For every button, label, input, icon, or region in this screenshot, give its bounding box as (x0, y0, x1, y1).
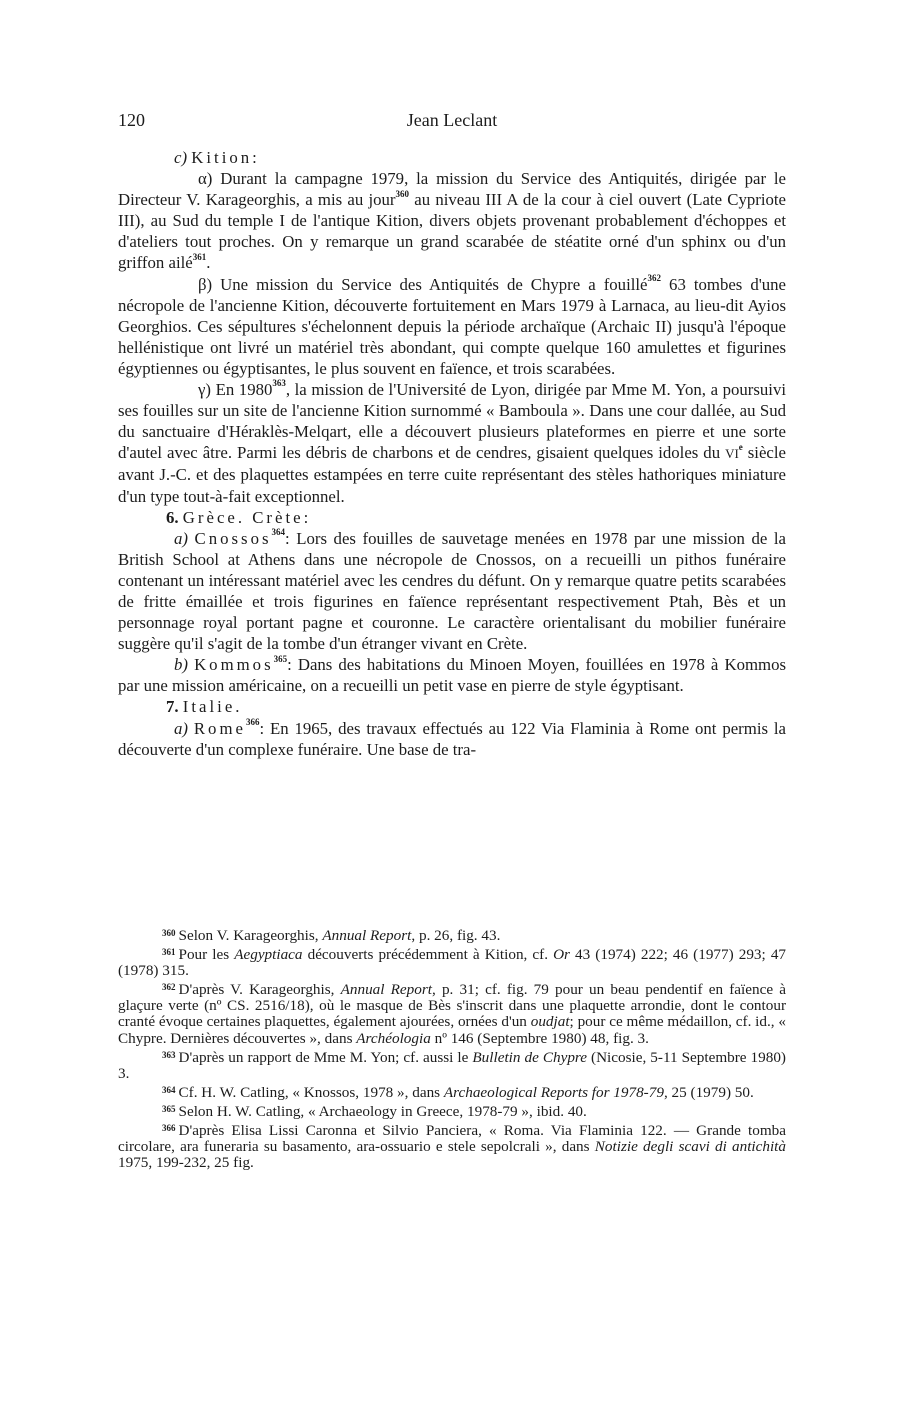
main-text (118, 147, 786, 760)
footnote-361: $^{361}$ Pour les Aegyptiaca découverts précédemment à Kition, cf. Or 43 (1974) 222; 46 (1977) 293; 47 (1978) 315. (118, 946, 787, 980)
footnote-366: $^{366}$ D'après Elisa Lissi Caronna et Silvio Panciera, « Roma. Via Flaminia 122. — Grande tomba circolare, ara funeraria su basamento, ara-ossuario e stele sepolcrali », dans Notizie degli scavi di antichità 1975, 199-232, 25 fig. (118, 1122, 786, 1172)
section-label: Italie (182, 697, 236, 717)
paragraph-kition-alpha: α) Durant la campagne 1979, la mission du Service des Antiquités, dirigée par le Directeur V. Karageorghis, a mis au jour$^{360}$ au niveau III A de la cour à ciel ouvert (Late Cypriote III), au Sud du temple I de l'antique Kition, divers objets provenant probablement d'échoppes et d'ateliers tout proches. On y remarque un grand scarabée de stéatite orné d'un sphinx ou d'un griffon ailé$^{361}$. (118, 169, 787, 273)
section-heading-kition: c) Kition: (174, 148, 257, 167)
footnote-ref: 365 (273, 653, 288, 664)
footnote-363: $^{363}$ D'après un rapport de Mme M. Yon; cf. aussi le Bulletin de Chypre (Nicosie, 5-11 Septembre 1980) 3. (118, 1048, 786, 1082)
page-number: 120 (118, 110, 145, 130)
paragraph-rome: a) Rome$^{366}$: En 1965, des travaux effectués au 122 Via Flaminia à Rome ont permis la découverte d'un complexe funéraire. Une base de tra- (118, 716, 786, 759)
footnote-ref: 361 (192, 251, 207, 262)
paragraph-kommos: b) Kommos$^{365}$: Dans des habitations du Minoen Moyen, fouillées en 1978 à Kommos par une mission américaine, on a recueilli un petit vase en pierre de style égyptisant. (118, 653, 786, 696)
section-label: Grèce. Crète (182, 507, 304, 527)
running-title: Jean Leclant (406, 110, 498, 130)
section-label: Rome (193, 718, 246, 738)
footnote-364: $^{364}$ Cf. H. W. Catling, « Knossos, 1978 », dans Archaeological Reports for 1978-79, 25 (1979) 50. (162, 1083, 754, 1101)
section-label: Kommos (194, 655, 274, 675)
section-heading-grece: 6. Grèce. Crète: (166, 507, 309, 527)
running-header (118, 110, 786, 136)
section-label: Kition (191, 148, 253, 167)
paragraph-cnossos: a) Cnossos$^{364}$: Lors des fouilles de sauvetage menées en 1978 par une mission de la British School at Athens dans une nécropole de Cnossos, on a recueilli un pithos funéraire contenant un intéressant matériel avec les cendres du défunt. On y remarque quatre petits scarabées de fritte émaillée et trois figurines en faïence représentant respectivement Ptah, Bès et un personnage royal portant pagne et couronne. Le caractère orientalisant du mobilier funéraire suggère qu'il s'agit de la tombe d'un étranger vivant en Crète. (118, 527, 786, 654)
paragraph-kition-beta: β) Une mission du Service des Antiquités de Chypre a fouillé$^{362}$ 63 tombes d'une nécropole de l'ancienne Kition, découverte fortuitement en Mars 1979 à Larnaca, au lieu-dit Ayios Georghios. Ces sépultures s'échelonnent depuis la période archaïque (Archaic II) jusqu'à l'époque hellénistique ont livré un matériel très abondant, qui compte quelque 160 amulettes et figurines égyptiennes ou égyptisantes, le plus souvent en faïence, et trois scarabées. (118, 272, 786, 378)
footnotes (118, 925, 786, 1171)
paragraph-kition-gamma: γ) En 1980$^{363}$, la mission de l'Université de Lyon, dirigée par Mme M. Yon, a poursuivi ses fouilles sur un site de l'ancienne Kition surnommé « Bamboula ». Dans une cour dallée, au Sud du sanctuaire d'Héraklès-Melqart, elle a découvert plusieurs plateformes en pierre et une sorte d'autel avec âtre. Parmi les débris de charbons et de cendres, gisaient quelques idoles du VIe siècle avant J.-C. et des plaquettes estampées en terre cuite représentant des stèles hathoriques miniature d'un type tout-à-fait exceptionnel. (118, 378, 786, 506)
footnote-362: $^{362}$ D'après V. Karageorghis, Annual Report, p. 31; cf. fig. 79 pour un beau pendentif en faïence à glaçure verte (nº CS. 2516/18), où le masque de Bès s'inscrit dans une plaquette arrondie, dont le contour cranté évoque certaines plaquettes, également ajourées, ornées d'un oudjat; pour ce même médaillon, cf. id., « Chypre. Dernières découvertes », dans Archéologia nº 146 (Septembre 1980) 48, fig. 3. (118, 981, 786, 1047)
footnote-365: $^{365}$ Selon H. W. Catling, « Archaeology in Greece, 1978-79 », ibid. 40. (162, 1102, 587, 1120)
footnote-ref: 364 (271, 527, 286, 538)
footnote-ref: 362 (647, 272, 662, 283)
footnote-ref: 366 (245, 716, 260, 727)
footnote-ref: 363 (272, 378, 286, 389)
section-label: Cnossos (194, 528, 272, 548)
section-heading-italie: 7. Italie. (166, 697, 240, 717)
footnote-360: $^{360}$ Selon V. Karageorghis, Annual Report, p. 26, fig. 43. (162, 927, 501, 944)
footnote-ref: 360 (395, 188, 410, 199)
